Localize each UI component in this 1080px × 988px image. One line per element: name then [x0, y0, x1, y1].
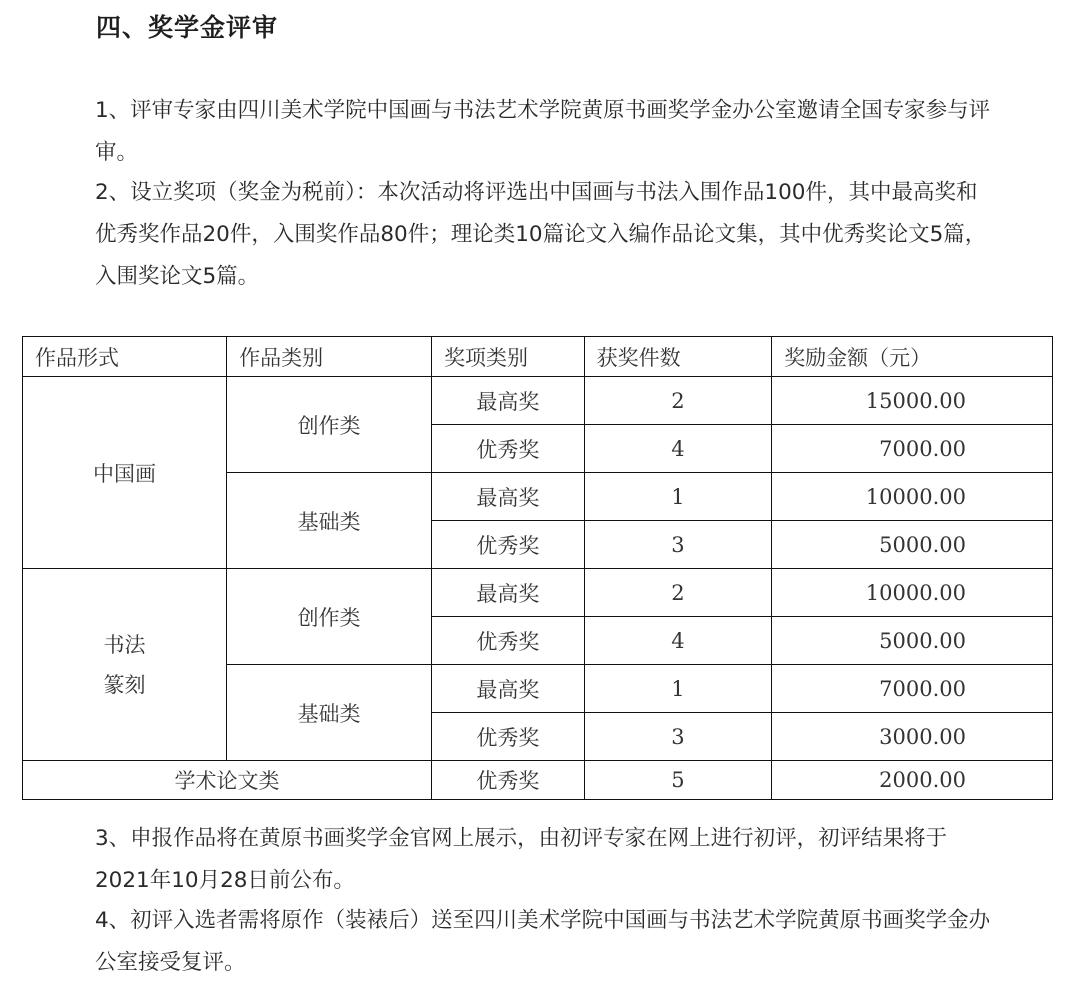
- award-count-cell: 5: [584, 761, 772, 800]
- award-count-cell: 3: [584, 713, 772, 761]
- header-work-form: 作品形式: [23, 337, 227, 377]
- award-amount-cell: 7000.00: [772, 425, 1053, 473]
- award-amount-cell: 15000.00: [772, 377, 1053, 425]
- paragraph-final-review: 4、初评入选者需将原作（装裱后）送至四川美术学院中国画与书法艺术学院黄原书画奖学金办公室接受复评。: [95, 908, 991, 975]
- category-basic: 基础类: [227, 473, 432, 569]
- paragraph-review-experts: 1、评审专家由四川美术学院中国画与书法艺术学院黄原书画奖学金办公室邀请全国专家参与评审。: [95, 98, 991, 165]
- award-count-cell: 1: [584, 665, 772, 713]
- award-type-cell: 最高奖: [432, 569, 585, 617]
- award-amount-cell: 10000.00: [772, 569, 1053, 617]
- award-type-cell: 优秀奖: [432, 617, 585, 665]
- award-amount-cell: 5000.00: [772, 617, 1053, 665]
- award-count-cell: 3: [584, 521, 772, 569]
- award-amount-cell: 2000.00: [772, 761, 1053, 800]
- award-amount-cell: 7000.00: [772, 665, 1053, 713]
- group-chinese-painting: 中国画: [23, 377, 227, 569]
- paragraph-award-setup: 2、设立奖项（奖金为税前）：本次活动将评选出中国画与书法入围作品100件，其中最高奖和优秀奖作品20件，入围奖作品80件；理论类10篇论文入编作品论文集，其中优秀奖论文5篇，入围奖论文5篇。: [95, 180, 987, 289]
- award-amount-cell: 3000.00: [772, 713, 1053, 761]
- award-amount-cell: 5000.00: [772, 521, 1053, 569]
- award-count-cell: 2: [584, 377, 772, 425]
- table-header-row: [23, 337, 1053, 377]
- award-count-cell: 4: [584, 425, 772, 473]
- award-type-cell: 优秀奖: [432, 761, 585, 800]
- award-type-cell: 优秀奖: [432, 521, 585, 569]
- award-count-cell: 2: [584, 569, 772, 617]
- award-amount-cell: 10000.00: [772, 473, 1053, 521]
- award-type-cell: 最高奖: [432, 665, 585, 713]
- award-type-cell: 最高奖: [432, 473, 585, 521]
- table-row: [23, 569, 1053, 617]
- group-calligraphy-line2: 篆刻: [103, 672, 146, 697]
- header-award-type: 奖项类别: [432, 337, 585, 377]
- category-creative: 创作类: [227, 569, 432, 665]
- award-type-cell: 优秀奖: [432, 425, 585, 473]
- header-work-category: 作品类别: [227, 337, 432, 377]
- section-title: 四、奖学金评审: [96, 13, 279, 42]
- paragraph-preliminary-review: 3、申报作品将在黄原书画奖学金官网上展示，由初评专家在网上进行初评，初评结果将于2021年10月28日前公布。: [95, 826, 948, 893]
- group-calligraphy-seal: [23, 569, 227, 761]
- award-table: [22, 336, 1053, 800]
- table-row: [23, 377, 1053, 425]
- category-basic: 基础类: [227, 665, 432, 761]
- table-row: [23, 761, 1053, 800]
- group-academic-papers: 学术论文类: [23, 761, 432, 800]
- group-calligraphy-line1: 书法: [103, 632, 146, 657]
- header-award-amount: 奖励金额（元）: [772, 337, 1053, 377]
- award-count-cell: 1: [584, 473, 772, 521]
- award-count-cell: 4: [584, 617, 772, 665]
- category-creative: 创作类: [227, 377, 432, 473]
- header-award-count: 获奖件数: [584, 337, 772, 377]
- award-type-cell: 最高奖: [432, 377, 585, 425]
- award-type-cell: 优秀奖: [432, 713, 585, 761]
